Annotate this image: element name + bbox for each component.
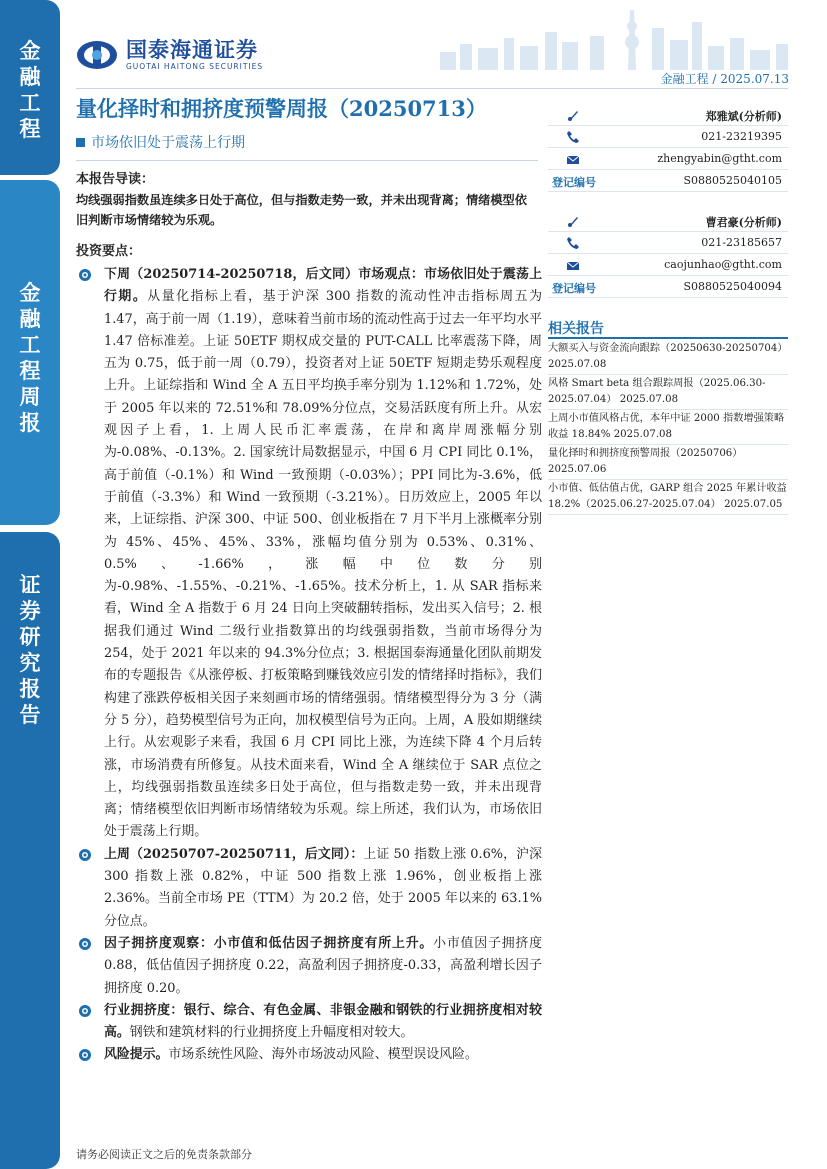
analyst-email[interactable]: caojunhao@gtht.com: [664, 258, 782, 271]
guide-heading: 本报告导读：: [76, 172, 155, 187]
related-report-item[interactable]: 小市值、低估值占优，GARP 组合 2025 年累计收益 18.2%（2025.06.27-2025.07.04） 2025.07.05: [548, 480, 788, 515]
analyst-reg-row: [548, 170, 788, 192]
logo-name-en: GUOTAI HAITONG SECURITIES: [126, 62, 264, 71]
key-point: [76, 1044, 542, 1066]
phone-icon: [566, 236, 580, 250]
left-sidebar: [0, 0, 62, 1169]
subtitle-square-icon: [76, 138, 85, 147]
reg-label: 登记编号: [552, 282, 596, 295]
related-report-item[interactable]: 大额买入与资金流向跟踪（20250630-20250704） 2025.07.08: [548, 340, 788, 375]
guide-text: 均线强弱指数虽连续多日处于高位，但与指数走势一致，并未出现背离；情绪模型依旧判断市场情绪较为乐观。: [76, 193, 527, 227]
analyst-name: 郑雅斌(分析师): [705, 110, 782, 123]
analyst-name: 曹君豪(分析师): [705, 216, 782, 229]
report-title: 量化择时和拥挤度预警周报（20250713）: [76, 96, 487, 121]
bullet-icon: [78, 937, 92, 951]
related-report-item[interactable]: 风格 Smart beta 组合跟踪周报（2025.06.30-2025.07.04） 2025.07.08: [548, 375, 788, 410]
key-point: [76, 264, 542, 844]
sidebar-report-class-label: 证券研究报告: [19, 572, 41, 727]
phone-icon: [566, 130, 580, 144]
key-point: [76, 844, 542, 933]
key-point-body: 钢铁和建筑材料的行业拥挤度上升幅度相对较大。: [129, 1025, 414, 1041]
sidebar-category: [0, 0, 60, 175]
city-skyline-graphic: [430, 2, 810, 70]
header-divider: [76, 88, 788, 89]
subtitle-divider: [76, 160, 538, 161]
key-point-lead: 行业拥挤度：银行、综合、有色金属、非银金融和钢铁的行业拥挤度相对较高。: [104, 1002, 542, 1041]
analyst-phone-row: [548, 126, 788, 148]
related-report-item[interactable]: 量化择时和拥挤度预警周报（20250706） 2025.07.06: [548, 445, 788, 480]
analyst-email[interactable]: zhengyabin@gtht.com: [657, 152, 782, 165]
related-report-item[interactable]: 上周小市值风格占优，本年中证 2000 指数增强策略收益 18.84% 2025.07.08: [548, 410, 788, 445]
company-logo: [76, 38, 263, 71]
sidebar-report-class: [0, 532, 60, 1169]
key-point: [76, 1000, 542, 1045]
bullet-icon: [78, 1004, 92, 1018]
analyst-email-row: [548, 148, 788, 170]
related-reports-heading: 相关报告: [548, 321, 604, 337]
analyst-reg-number: S0880525040094: [683, 280, 782, 293]
analyst-card: [548, 210, 788, 298]
sidebar-report-type: [0, 180, 60, 525]
sidebar-category-label: 金融工程: [19, 38, 41, 141]
key-points-list: [76, 264, 542, 1067]
analyst-phone: 021-23185657: [701, 236, 782, 249]
bullet-icon: [78, 1048, 92, 1062]
report-subtitle: [76, 132, 245, 152]
sidebar-report-type-label: 金融工程周报: [19, 280, 41, 435]
logo-mark-icon: [76, 40, 118, 70]
analyst-name-row: [548, 210, 788, 232]
footer-disclaimer: 请务必阅读正文之后的免责条款部分: [76, 1148, 252, 1161]
analyst-email-row: [548, 254, 788, 276]
key-point-body: 市场系统性风险、海外市场波动风险、模型误设风险。: [168, 1047, 478, 1063]
analyst-phone-row: [548, 232, 788, 254]
key-point-lead: 风险提示。: [104, 1047, 169, 1063]
key-point-body: 上证 50 指数上涨 0.6%，沪深 300 指数上涨 0.82%，中证 500 指数上涨 1.96%，创业板指上涨 2.36%。当前全市场 PE（TTM）为 20.2 倍，处于 2005 年以来的 63.1%分位点。: [104, 846, 542, 929]
subtitle-text: 市场依旧处于震荡上行期: [91, 135, 245, 151]
key-point: [76, 933, 542, 1000]
key-points-heading: 投资要点：: [76, 244, 142, 259]
bullet-icon: [78, 848, 92, 862]
key-point-lead: 因子拥挤度观察：小市值和低估因子拥挤度有所上升。: [104, 935, 434, 951]
analyst-reg-row: [548, 276, 788, 298]
related-reports-list: [548, 340, 788, 515]
reg-label: 登记编号: [552, 176, 596, 189]
logo-name-cn: 国泰海通证券: [126, 38, 258, 62]
key-point-lead: 下周（20250714-20250718，后文同）市场观点：市场依旧处于震荡上行期。: [104, 267, 542, 305]
analyst-name-row: [548, 104, 788, 126]
analyst-reg-number: S0880525040105: [683, 174, 782, 187]
related-reports-divider: [548, 337, 788, 339]
header-category-date: 金融工程 / 2025.07.13: [660, 72, 789, 86]
key-point-lead: 上周（20250707-20250711，后文同）：: [104, 846, 364, 862]
key-point-body: 小市值因子拥挤度 0.88，低估值因子拥挤度 0.22，高盈利因子拥挤度-0.33，高盈利增长因子拥挤度 0.20。: [104, 935, 543, 996]
key-point-body: 从量化指标上看，基于沪深 300 指数的流动性冲击指标周五为 1.47，高于前一周（1.19），意味着当前市场的流动性高于过去一年平均水平 1.47 倍标准差。上证 50ETF 期权成交量的 PUT-CALL 比率震荡下降，周五为 0.75，低于前一周（0.79），投资者对上证 50ETF 短期走势乐观程度上升。上证综指和 Wind 全 A 五日平均换手率分别为 1.12%和 1.72%，处于 2005 年以来的 72.51%和 78.09%分位点，交易活跃度有所上升。从宏观因子上看，1. 上周人民币汇率震荡，在岸和离岸周涨幅分别为-0.08%、-0.13%。2. 国家统计局数据显示，中国 6 月 CPI 同比 0.1%，高于前值（-0.1%）和 Wind 一致预期（-0.03%）；PPI 同比为-3.6%，低于前值（-3.3%）和 Wind 一致预期（-3.21%）。日历效应上，2005 年以来，上证综指、沪深 300、中证 500、创业板指在 7 月下半月上涨概率分别为 45%、45%、45%、33%，涨幅均值分别为 0.53%、0.31%、0.5%、-1.66%，涨幅中位数分别为-0.98%、-1.55%、-0.21%、-1.65%。技术分析上，1. 从 SAR 指标来看，Wind 全 A 指数于 6 月 24 日向上突破翻转指标，发出买入信号；2. 根据我们通过 Wind 二级行业指数算出的均线强弱指数，当前市场得分为 254，处于 2021 年以来的 94.3%分位点；3. 根据国泰海通量化团队前期发布的专题报告《从涨停板、打板策略到赚钱效应引发的情绪择时指标》，我们构建了涨跌停板相关因子来刻画市场的情绪强弱。情绪模型得分为 3 分（满分 5 分），趋势模型信号为正向，加权模型信号为正向。上周，A 股如期继续上行。从宏观影子来看，我国 6 月 CPI 同比上涨，为连续下降 4 个月后转涨，市场消费有所修复。从技术面来看，Wind 全 A 继续位于 SAR 点位之上，均线强弱指数虽连续多日处于高位，但与指数走势一致，并未出现背离；情绪模型依旧判断市场情绪较为乐观。综上所述，我们认为，市场依旧处于震荡上行期。: [104, 289, 542, 840]
pen-icon: [566, 108, 580, 122]
analyst-phone: 021-23219395: [701, 130, 782, 143]
email-icon: [566, 258, 580, 272]
pen-icon: [566, 214, 580, 228]
analyst-card: [548, 104, 788, 192]
bullet-icon: [78, 268, 92, 282]
email-icon: [566, 152, 580, 166]
